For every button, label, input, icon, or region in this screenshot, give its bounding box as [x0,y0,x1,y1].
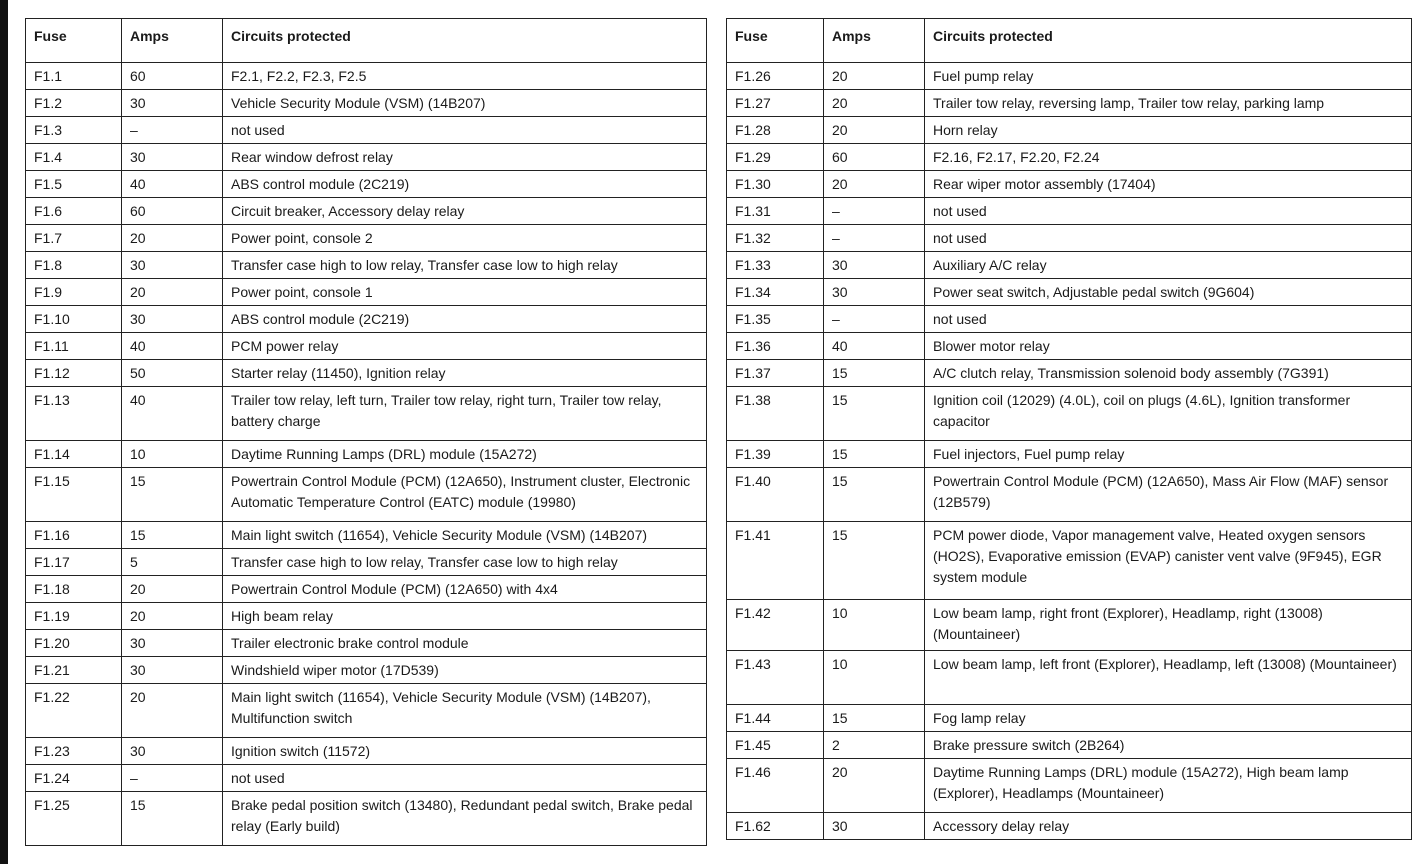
circuits-cell: A/C clutch relay, Transmission solenoid body assembly (7G391) [925,360,1412,387]
amps-cell: 40 [122,333,223,360]
header-fuse: Fuse [26,19,122,63]
fuse-cell: F1.5 [26,171,122,198]
circuits-cell: PCM power diode, Vapor management valve, Heated oxygen sensors (HO2S), Evaporative emission (EVAP) canister vent valve (9F945), EGR system module [925,522,1412,600]
circuits-cell: High beam relay [223,603,707,630]
amps-cell: – [824,198,925,225]
amps-cell: 15 [824,441,925,468]
amps-cell: 10 [824,651,925,705]
table-row [26,333,707,360]
left-page-edge [0,0,8,864]
circuits-cell: Rear window defrost relay [223,144,707,171]
fuse-cell: F1.40 [727,468,824,522]
circuits-cell: F2.1, F2.2, F2.3, F2.5 [223,63,707,90]
amps-cell: 50 [122,360,223,387]
circuits-cell: Transfer case high to low relay, Transfer case low to high relay [223,549,707,576]
fuse-cell: F1.15 [26,468,122,522]
amps-cell: 10 [824,600,925,651]
fuse-cell: F1.18 [26,576,122,603]
fuse-cell: F1.4 [26,144,122,171]
amps-cell: 60 [824,144,925,171]
table-row [26,441,707,468]
amps-cell: 30 [122,630,223,657]
amps-cell: 20 [824,759,925,813]
fuse-cell: F1.13 [26,387,122,441]
fuse-table-right [726,18,1412,840]
amps-cell: 15 [824,468,925,522]
amps-cell: 40 [824,333,925,360]
fuse-cell: F1.3 [26,117,122,144]
table-row [727,522,1412,600]
circuits-cell: Low beam lamp, right front (Explorer), Headlamp, right (13008) (Mountaineer) [925,600,1412,651]
table-row [26,252,707,279]
amps-cell: 20 [824,117,925,144]
table-row [727,279,1412,306]
table-row [26,225,707,252]
circuits-cell: Auxiliary A/C relay [925,252,1412,279]
amps-cell: 20 [122,279,223,306]
circuits-cell: Horn relay [925,117,1412,144]
circuits-cell: Brake pedal position switch (13480), Redundant pedal switch, Brake pedal relay (Early build) [223,792,707,846]
table-row [727,651,1412,705]
fuse-cell: F1.21 [26,657,122,684]
table-row [727,306,1412,333]
table-row [26,792,707,846]
fuse-cell: F1.24 [26,765,122,792]
table-row [26,360,707,387]
circuits-cell: Fuel pump relay [925,63,1412,90]
circuits-cell: not used [223,765,707,792]
amps-cell: 15 [122,792,223,846]
table-row [26,549,707,576]
fuse-cell: F1.8 [26,252,122,279]
amps-cell: 20 [122,576,223,603]
table-row [727,198,1412,225]
circuits-cell: Power point, console 2 [223,225,707,252]
table-row [727,813,1412,840]
fuse-cell: F1.26 [727,63,824,90]
table-row [727,759,1412,813]
fuse-cell: F1.39 [727,441,824,468]
fuse-cell: F1.14 [26,441,122,468]
table-row [26,306,707,333]
circuits-cell: Trailer tow relay, left turn, Trailer tow relay, right turn, Trailer tow relay, battery charge [223,387,707,441]
circuits-cell: Trailer tow relay, reversing lamp, Trailer tow relay, parking lamp [925,90,1412,117]
circuits-cell: not used [925,198,1412,225]
circuits-cell: Trailer electronic brake control module [223,630,707,657]
fuse-cell: F1.27 [727,90,824,117]
fuse-cell: F1.35 [727,306,824,333]
fuse-cell: F1.6 [26,198,122,225]
table-row [727,63,1412,90]
fuse-cell: F1.36 [727,333,824,360]
table-row [727,333,1412,360]
amps-cell: 30 [824,279,925,306]
fuse-cell: F1.22 [26,684,122,738]
table-row [727,117,1412,144]
circuits-cell: Main light switch (11654), Vehicle Security Module (VSM) (14B207), Multifunction switch [223,684,707,738]
circuits-cell: ABS control module (2C219) [223,171,707,198]
amps-cell: 2 [824,732,925,759]
circuits-cell: not used [223,117,707,144]
amps-cell: 30 [824,813,925,840]
fuse-cell: F1.19 [26,603,122,630]
fuse-cell: F1.43 [727,651,824,705]
amps-cell: 40 [122,387,223,441]
amps-cell: 30 [122,657,223,684]
amps-cell: 20 [824,63,925,90]
amps-cell: 15 [824,705,925,732]
table-row [727,171,1412,198]
circuits-cell: Ignition switch (11572) [223,738,707,765]
fuse-table-left [25,18,707,846]
circuits-cell: Accessory delay relay [925,813,1412,840]
circuits-cell: not used [925,225,1412,252]
amps-cell: 20 [122,684,223,738]
amps-cell: 10 [122,441,223,468]
circuits-cell: Main light switch (11654), Vehicle Security Module (VSM) (14B207) [223,522,707,549]
amps-cell: 15 [122,468,223,522]
table-row [26,63,707,90]
table-row [26,684,707,738]
circuits-cell: Starter relay (11450), Ignition relay [223,360,707,387]
circuits-cell: Low beam lamp, left front (Explorer), Headlamp, left (13008) (Mountaineer) [925,651,1412,705]
table-row [26,603,707,630]
table-row [26,576,707,603]
fuse-cell: F1.25 [26,792,122,846]
amps-cell: 20 [824,90,925,117]
table-row [727,600,1412,651]
amps-cell: 15 [824,387,925,441]
fuse-cell: F1.28 [727,117,824,144]
fuse-cell: F1.16 [26,522,122,549]
fuse-cell: F1.42 [727,600,824,651]
table-row [26,468,707,522]
header-amps: Amps [824,19,925,63]
table-row [26,279,707,306]
table-row [727,441,1412,468]
table-row [727,387,1412,441]
table-row [26,117,707,144]
table-row [26,171,707,198]
fuse-cell: F1.2 [26,90,122,117]
circuits-cell: Daytime Running Lamps (DRL) module (15A272), High beam lamp (Explorer), Headlamps (Mountaineer) [925,759,1412,813]
amps-cell: – [824,225,925,252]
table-header-row [727,19,1412,63]
table-row [727,225,1412,252]
amps-cell: 30 [122,144,223,171]
fuse-cell: F1.11 [26,333,122,360]
amps-cell: 30 [122,738,223,765]
circuits-cell: not used [925,306,1412,333]
table-row [26,522,707,549]
amps-cell: 30 [122,90,223,117]
fuse-table-right-body [727,63,1412,840]
table-row [727,360,1412,387]
fuse-cell: F1.12 [26,360,122,387]
circuits-cell: Powertrain Control Module (PCM) (12A650) with 4x4 [223,576,707,603]
fuse-cell: F1.30 [727,171,824,198]
circuits-cell: Powertrain Control Module (PCM) (12A650), Mass Air Flow (MAF) sensor (12B579) [925,468,1412,522]
header-amps: Amps [122,19,223,63]
amps-cell: 40 [122,171,223,198]
circuits-cell: Power point, console 1 [223,279,707,306]
fuse-cell: F1.38 [727,387,824,441]
fuse-cell: F1.20 [26,630,122,657]
fuse-cell: F1.32 [727,225,824,252]
amps-cell: 20 [824,171,925,198]
fuse-cell: F1.62 [727,813,824,840]
amps-cell: 30 [824,252,925,279]
header-circuits: Circuits protected [223,19,707,63]
fuse-cell: F1.17 [26,549,122,576]
amps-cell: 15 [122,522,223,549]
circuits-cell: F2.16, F2.17, F2.20, F2.24 [925,144,1412,171]
fuse-table-left-body [26,63,707,846]
fuse-cell: F1.45 [727,732,824,759]
amps-cell: 20 [122,225,223,252]
circuits-cell: Transfer case high to low relay, Transfer case low to high relay [223,252,707,279]
table-row [727,732,1412,759]
fuse-cell: F1.23 [26,738,122,765]
amps-cell: 15 [824,522,925,600]
circuits-cell: Vehicle Security Module (VSM) (14B207) [223,90,707,117]
table-row [26,630,707,657]
table-row [26,738,707,765]
circuits-cell: Brake pressure switch (2B264) [925,732,1412,759]
fuse-cell: F1.33 [727,252,824,279]
amps-cell: 60 [122,198,223,225]
fuse-cell: F1.34 [727,279,824,306]
fuse-cell: F1.46 [727,759,824,813]
circuits-cell: ABS control module (2C219) [223,306,707,333]
amps-cell: – [122,765,223,792]
fuse-cell: F1.44 [727,705,824,732]
circuits-cell: Daytime Running Lamps (DRL) module (15A272) [223,441,707,468]
table-row [727,468,1412,522]
amps-cell: 5 [122,549,223,576]
amps-cell: 30 [122,306,223,333]
amps-cell: 60 [122,63,223,90]
amps-cell: – [122,117,223,144]
table-row [26,765,707,792]
table-row [26,144,707,171]
table-row [26,387,707,441]
fuse-cell: F1.7 [26,225,122,252]
circuits-cell: Circuit breaker, Accessory delay relay [223,198,707,225]
circuits-cell: Powertrain Control Module (PCM) (12A650), Instrument cluster, Electronic Automatic Temperature Control (EATC) module (19980) [223,468,707,522]
fuse-cell: F1.1 [26,63,122,90]
amps-cell: – [824,306,925,333]
circuits-cell: Fog lamp relay [925,705,1412,732]
table-row [727,90,1412,117]
circuits-cell: Fuel injectors, Fuel pump relay [925,441,1412,468]
table-row [26,198,707,225]
circuits-cell: PCM power relay [223,333,707,360]
table-row [26,657,707,684]
table-row [26,90,707,117]
table-row [727,144,1412,171]
fuse-cell: F1.29 [727,144,824,171]
table-row [727,705,1412,732]
circuits-cell: Rear wiper motor assembly (17404) [925,171,1412,198]
fuse-cell: F1.10 [26,306,122,333]
circuits-cell: Power seat switch, Adjustable pedal switch (9G604) [925,279,1412,306]
fuse-cell: F1.31 [727,198,824,225]
amps-cell: 30 [122,252,223,279]
amps-cell: 15 [824,360,925,387]
fuse-cell: F1.41 [727,522,824,600]
table-header-row [26,19,707,63]
circuits-cell: Windshield wiper motor (17D539) [223,657,707,684]
fuse-cell: F1.9 [26,279,122,306]
circuits-cell: Blower motor relay [925,333,1412,360]
table-row [727,252,1412,279]
fuse-cell: F1.37 [727,360,824,387]
header-circuits: Circuits protected [925,19,1412,63]
circuits-cell: Ignition coil (12029) (4.0L), coil on plugs (4.6L), Ignition transformer capacitor [925,387,1412,441]
amps-cell: 20 [122,603,223,630]
header-fuse: Fuse [727,19,824,63]
